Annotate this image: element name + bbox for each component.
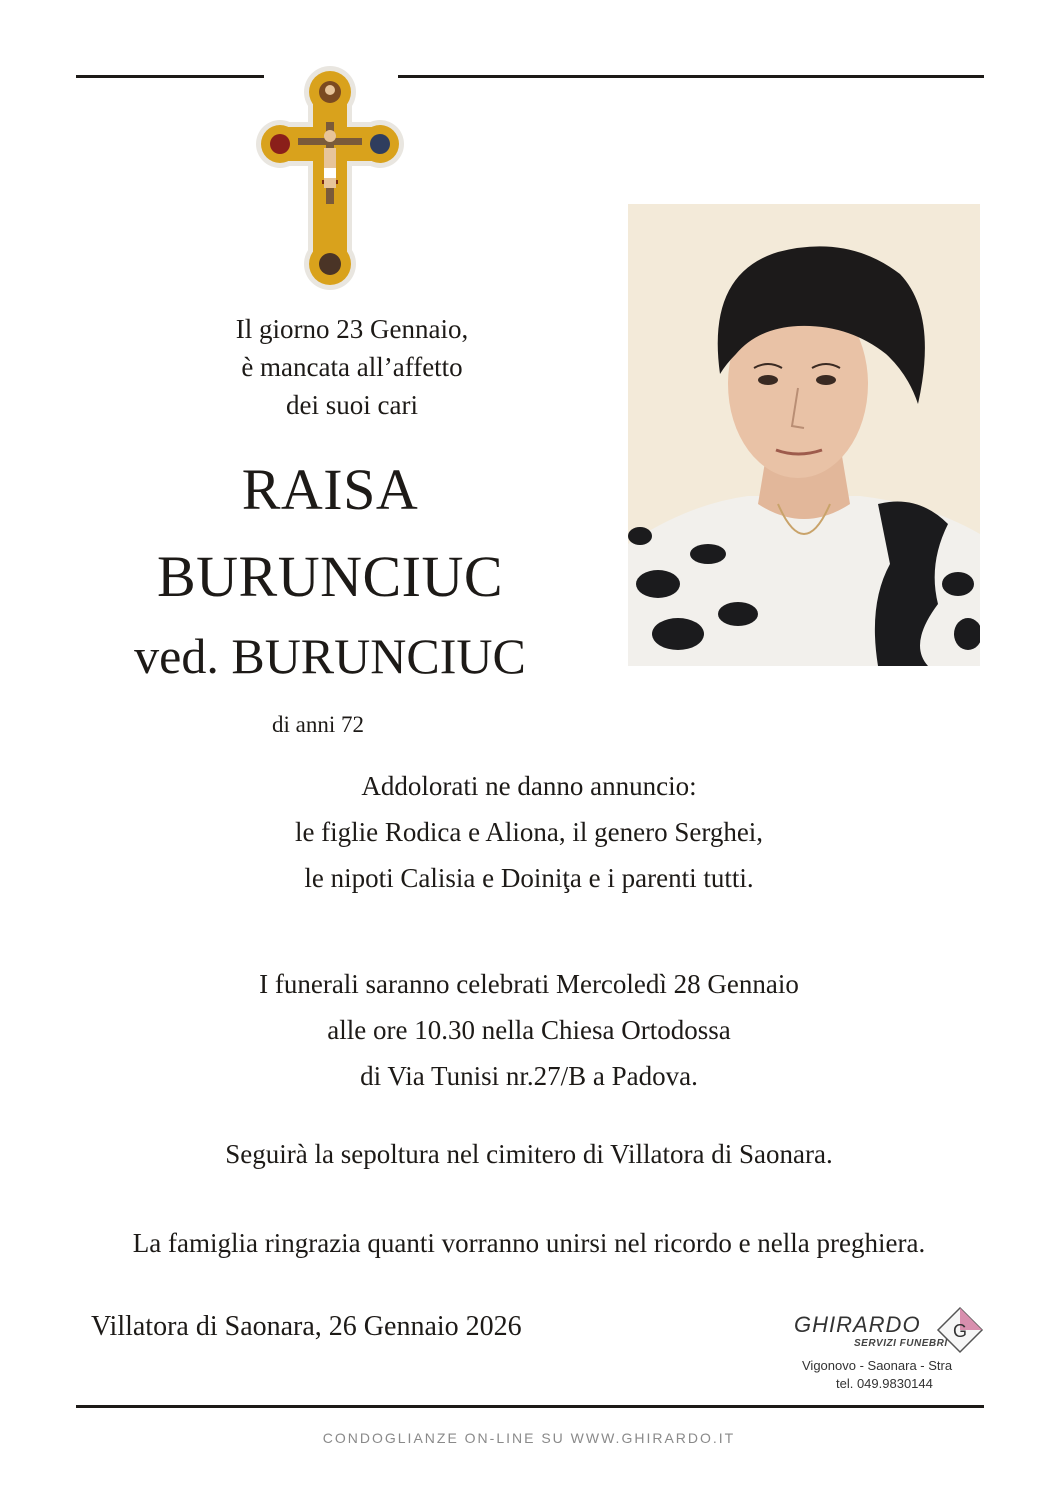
logo-name: GHIRARDO [794, 1312, 921, 1337]
intro-line: Il giorno 23 Gennaio, [235, 314, 469, 344]
funeral-line: di Via Tunisi nr.27/B a Padova. [360, 1061, 698, 1091]
deceased-first-name: RAISA [241, 457, 419, 522]
top-rule-right [398, 75, 984, 78]
logo-locations: Vigonovo - Saonara - Stra [802, 1358, 953, 1373]
mourners-line: Addolorati ne danno annuncio: [361, 771, 697, 801]
intro-line: è mancata all’affetto [241, 352, 463, 382]
deceased-last-name: BURUNCIUC [156, 544, 504, 609]
footer-website: CONDOGLIANZE ON-LINE SU WWW.GHIRARDO.IT [322, 1430, 736, 1446]
family-thanks: La famiglia ringrazia quanti vorranno unirsi nel ricordo e nella preghiera. [132, 1228, 926, 1258]
top-rule-left [76, 75, 264, 78]
burial-info: Seguirà la sepoltura nel cimitero di Villatora di Saonara. [225, 1139, 833, 1169]
mourners-line: le nipoti Calisia e Doiniţa e i parenti tutti. [304, 863, 754, 893]
portrait-photo [628, 204, 980, 666]
funeral-info [60, 961, 998, 1099]
deceased-widow-of: ved. BURUNCIUC [134, 628, 526, 684]
deceased-age: di anni 72 [272, 712, 364, 737]
funeral-line: I funerali saranno celebrati Mercoledì 28 Gennaio [259, 969, 799, 999]
mourners-text [60, 763, 998, 901]
mourners-line: le figlie Rodica e Aliona, il genero Serghei, [294, 817, 764, 847]
funeral-home-logo [790, 1304, 990, 1396]
logo-diamond-icon [936, 1306, 984, 1354]
logo-phone: tel. 049.9830144 [836, 1376, 933, 1391]
logo-mark-letter: G [952, 1321, 968, 1341]
place-and-date: Villatora di Saonara, 26 Gennaio 2026 [91, 1311, 522, 1342]
orthodox-cross-icon [254, 64, 406, 292]
intro-line: dei suoi cari [286, 390, 418, 420]
intro-text [172, 310, 532, 424]
bottom-rule [76, 1405, 984, 1408]
funeral-line: alle ore 10.30 nella Chiesa Ortodossa [327, 1015, 731, 1045]
logo-subtitle: SERVIZI FUNEBRI [854, 1338, 948, 1349]
